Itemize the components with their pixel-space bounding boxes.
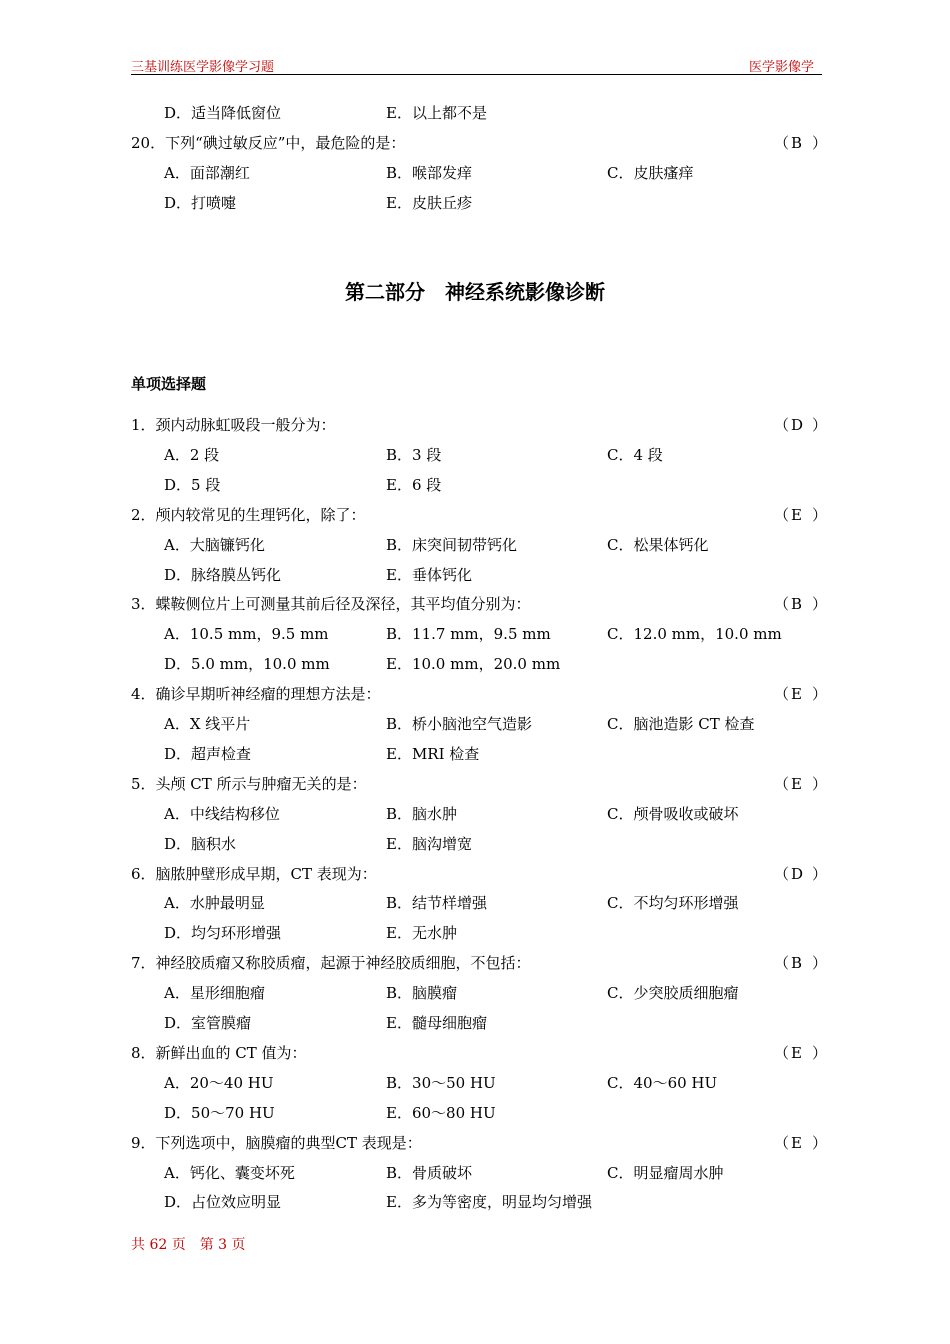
- option-d: D．适当降低窗位: [164, 104, 282, 122]
- option-e: E．6 段: [386, 475, 442, 494]
- option-a: A．面部潮红: [164, 164, 250, 182]
- option-d: D．室管膜瘤: [164, 1014, 252, 1032]
- option-a: A．2 段: [164, 445, 220, 464]
- option-a: A．20～40 HU: [164, 1073, 274, 1092]
- answer-box: （ E ）: [774, 505, 828, 524]
- option-e: E．10.0 mm，20.0 mm: [386, 655, 561, 674]
- option-b: B．桥小脑池空气造影: [386, 715, 533, 733]
- option-c: C．40～60 HU: [607, 1073, 718, 1092]
- answer-box: （ E ）: [774, 1133, 828, 1152]
- option-c: C．脑池造影 CT 检查: [607, 715, 755, 733]
- option-d: D．50～70 HU: [164, 1103, 275, 1122]
- option-b: B．结节样增强: [386, 894, 488, 913]
- option-c: C．颅骨吸收或破坏: [607, 804, 739, 823]
- option-e: E．垂体钙化: [386, 565, 472, 584]
- option-d: D．打喷嚏: [164, 194, 237, 212]
- answer-letter: E: [791, 505, 802, 524]
- option-b: B．脑膜瘤: [386, 984, 458, 1003]
- option-c: C．12.0 mm，10.0 mm: [607, 625, 782, 644]
- option-b: B．脑水肿: [386, 804, 458, 823]
- answer-box: （ B ）: [774, 134, 828, 152]
- option-a: A．中线结构移位: [164, 804, 280, 823]
- option-b: B．11.7 mm，9.5 mm: [386, 625, 551, 644]
- answer-letter: E: [791, 1133, 802, 1152]
- option-a: A．大脑镰钙化: [164, 535, 265, 554]
- answer-letter: E: [791, 685, 802, 704]
- option-c: C．少突胶质细胞瘤: [607, 984, 739, 1003]
- answer-box: （ B ）: [774, 595, 828, 614]
- option-e: E．多为等密度，明显均匀增强: [386, 1193, 592, 1212]
- answer-box: （ E ）: [774, 685, 828, 704]
- option-e: E．MRI 检查: [386, 744, 480, 763]
- question-stem: 3．蝶鞍侧位片上可测量其前后径及深径，其平均值分别为：: [131, 595, 531, 614]
- option-d: D．5.0 mm，10.0 mm: [164, 655, 330, 674]
- option-b: B．3 段: [386, 445, 442, 464]
- option-e: E．60～80 HU: [386, 1103, 496, 1122]
- option-c: C．皮肤瘙痒: [607, 164, 694, 182]
- option-e: E．髓母细胞瘤: [386, 1014, 487, 1032]
- answer-box: （ E ）: [774, 774, 828, 793]
- question-stem: 2．颅内较常见的生理钙化，除了：: [131, 505, 366, 524]
- option-d: D．脑积水: [164, 834, 237, 853]
- answer-letter: D: [791, 864, 804, 883]
- option-e: E．皮肤丘疹: [386, 194, 472, 212]
- question-stem: 7．神经胶质瘤又称胶质瘤，起源于神经胶质细胞，不包括：: [131, 954, 531, 973]
- question-stem: 20．下列“碘过敏反应”中，最危险的是：: [131, 134, 406, 152]
- answer-box: （ D ）: [774, 416, 828, 434]
- question-stem: 1．颈内动脉虹吸段一般分为：: [131, 416, 336, 434]
- answer-letter: B: [791, 954, 803, 973]
- option-d: D．超声检查: [164, 744, 252, 763]
- option-b: B．床突间韧带钙化: [386, 535, 518, 554]
- answer-box: （ D ）: [774, 864, 828, 883]
- answer-letter: B: [791, 134, 803, 152]
- option-d: D．脉络膜丛钙化: [164, 565, 282, 584]
- option-e: E．以上都不是: [386, 104, 487, 122]
- option-d: D．占位效应明显: [164, 1193, 282, 1212]
- question-stem: 8．新鲜出血的 CT 值为：: [131, 1043, 307, 1062]
- option-c: C．明显瘤周水肿: [607, 1163, 724, 1182]
- option-e: E．无水肿: [386, 924, 457, 943]
- question-stem: 4．确诊早期听神经瘤的理想方法是：: [131, 685, 381, 704]
- answer-letter: D: [791, 416, 804, 434]
- answer-box: （ E ）: [774, 1043, 828, 1062]
- question-stem: 9．下列选项中，脑膜瘤的典型CT 表现是：: [131, 1133, 422, 1152]
- header-subject: 医学影像学: [748, 60, 814, 75]
- answer-letter: B: [791, 595, 803, 614]
- page-footer: 共 62 页 第 3 页: [131, 1237, 246, 1253]
- option-d: D．均匀环形增强: [164, 924, 282, 943]
- option-e: E．脑沟增宽: [386, 834, 472, 853]
- answer-box: （ B ）: [774, 954, 828, 973]
- option-a: A．星形细胞瘤: [164, 984, 265, 1003]
- option-c: C．4 段: [607, 445, 663, 464]
- option-b: B．喉部发痒: [386, 164, 473, 182]
- answer-letter: E: [791, 1043, 802, 1062]
- answer-letter: E: [791, 774, 802, 793]
- option-d: D．5 段: [164, 475, 221, 494]
- header-title: 三基训练医学影像学习题: [131, 60, 275, 75]
- option-a: A．X 线平片: [164, 715, 251, 733]
- option-c: C．松果体钙化: [607, 535, 709, 554]
- page-header: [131, 54, 822, 75]
- section-title: 第二部分 神经系统影像诊断: [345, 280, 605, 304]
- option-a: A．水肿最明显: [164, 894, 265, 913]
- subsection-title: 单项选择题: [131, 375, 207, 393]
- option-a: A．10.5 mm，9.5 mm: [164, 625, 329, 644]
- question-stem: 6．脑脓肿壁形成早期，CT 表现为：: [131, 864, 377, 883]
- option-c: C．不均匀环形增强: [607, 894, 739, 913]
- question-stem: 5．头颅 CT 所示与肿瘤无关的是：: [131, 774, 367, 793]
- option-b: B．骨质破坏: [386, 1163, 473, 1182]
- option-b: B．30～50 HU: [386, 1073, 496, 1092]
- option-a: A．钙化、囊变坏死: [164, 1163, 295, 1182]
